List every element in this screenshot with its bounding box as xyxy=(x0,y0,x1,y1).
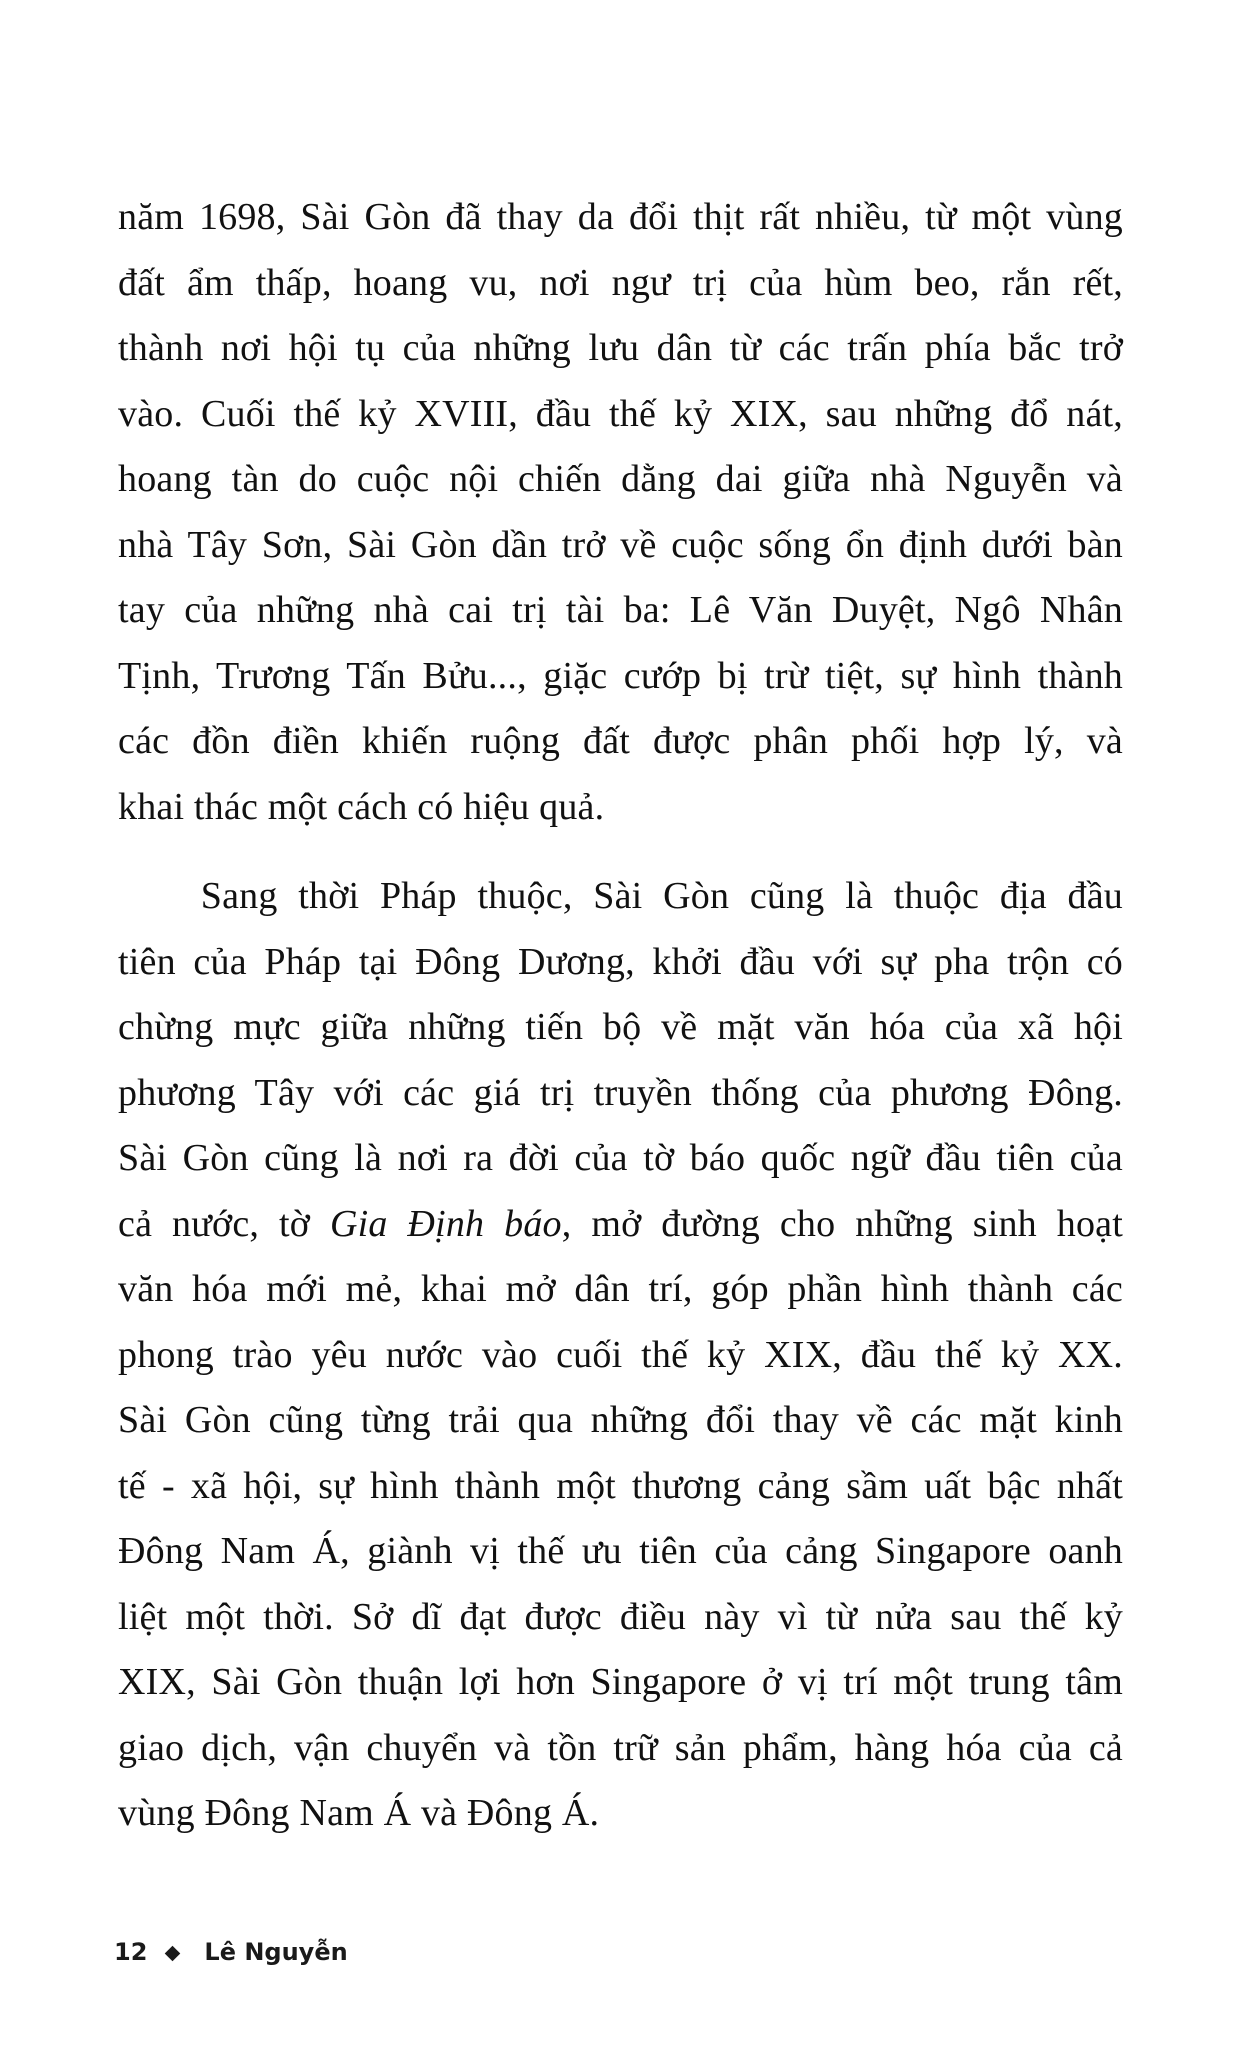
paragraph-spacer xyxy=(118,840,1123,864)
text-line: hoang tàn do cuộc nội chiến dằng dai giữa nhà Nguyễn và xyxy=(118,458,1123,500)
text-line: tế - xã hội, sự hình thành một thương cảng sầm uất bậc nhất xyxy=(118,1464,1123,1507)
paragraph-1 xyxy=(118,185,1123,840)
text-line: thành nơi hội tụ của những lưu dân từ các trấn phía bắc trở xyxy=(118,327,1123,369)
page-footer xyxy=(114,1938,348,1966)
text-line: phương Tây với các giá trị truyền thống của phương Đông. xyxy=(118,1071,1123,1114)
text-line: tay của những nhà cai trị tài ba: Lê Văn Duyệt, Ngô Nhân xyxy=(118,589,1123,631)
text-line: giao dịch, vận chuyển và tồn trữ sản phẩm, hàng hóa của cả xyxy=(118,1726,1123,1769)
text-line: khai thác một cách có hiệu quả. xyxy=(118,785,605,828)
text-line: năm 1698, Sài Gòn đã thay da đổi thịt rất nhiều, từ một vùng xyxy=(118,196,1123,238)
newspaper-title: Gia Định báo xyxy=(329,1202,562,1245)
text-line: liệt một thời. Sở dĩ đạt được điều này vì từ nửa sau thế kỷ xyxy=(118,1595,1123,1638)
diamond-icon xyxy=(165,1946,181,1962)
text-line: văn hóa mới mẻ, khai mở dân trí, góp phần hình thành các xyxy=(118,1268,1123,1310)
text-line: chừng mực giữa những tiến bộ về mặt văn hóa của xã hội xyxy=(118,1006,1123,1048)
text-line: Sài Gòn cũng từng trải qua những đổi thay về các mặt kinh xyxy=(118,1399,1123,1441)
text-segment: , mở đường cho những sinh hoạt xyxy=(561,1202,1123,1245)
text-line: nhà Tây Sơn, Sài Gòn dần trở về cuộc sống ổn định dưới bàn xyxy=(118,523,1123,566)
text-line: đất ẩm thấp, hoang vu, nơi ngư trị của hùm beo, rắn rết, xyxy=(118,261,1123,304)
text-line: vùng Đông Nam Á và Đông Á. xyxy=(118,1792,600,1834)
text-line: Sang thời Pháp thuộc, Sài Gòn cũng là thuộc địa đầu xyxy=(118,875,1123,917)
text-line: tiên của Pháp tại Đông Dương, khởi đầu với sự pha trộn có xyxy=(118,940,1123,983)
text-line: phong trào yêu nước vào cuối thế kỷ XIX, đầu thế kỷ XX. xyxy=(118,1333,1123,1376)
text-line: Tịnh, Trương Tấn Bửu..., giặc cướp bị trừ tiệt, sự hình thành xyxy=(118,654,1123,697)
text-line: các đồn điền khiến ruộng đất được phân phối hợp lý, và xyxy=(118,720,1123,762)
text-line: vào. Cuối thế kỷ XVIII, đầu thế kỷ XIX, sau những đổ nát, xyxy=(118,392,1123,435)
page-number: 12 xyxy=(114,1938,148,1966)
text-line: Sài Gòn cũng là nơi ra đời của tờ báo quốc ngữ đầu tiên của xyxy=(118,1137,1123,1179)
text-line: Đông Nam Á, giành vị thế ưu tiên của cảng Singapore oanh xyxy=(118,1530,1123,1572)
text-line xyxy=(118,1192,1123,1258)
author-name: Lê Nguyễn xyxy=(204,1938,348,1966)
paragraph-2 xyxy=(118,864,1123,1847)
text-line: XIX, Sài Gòn thuận lợi hơn Singapore ở vị trí một trung tâm xyxy=(118,1661,1123,1703)
body-text xyxy=(118,185,1123,1847)
text-segment: cả nước, tờ xyxy=(118,1202,330,1245)
